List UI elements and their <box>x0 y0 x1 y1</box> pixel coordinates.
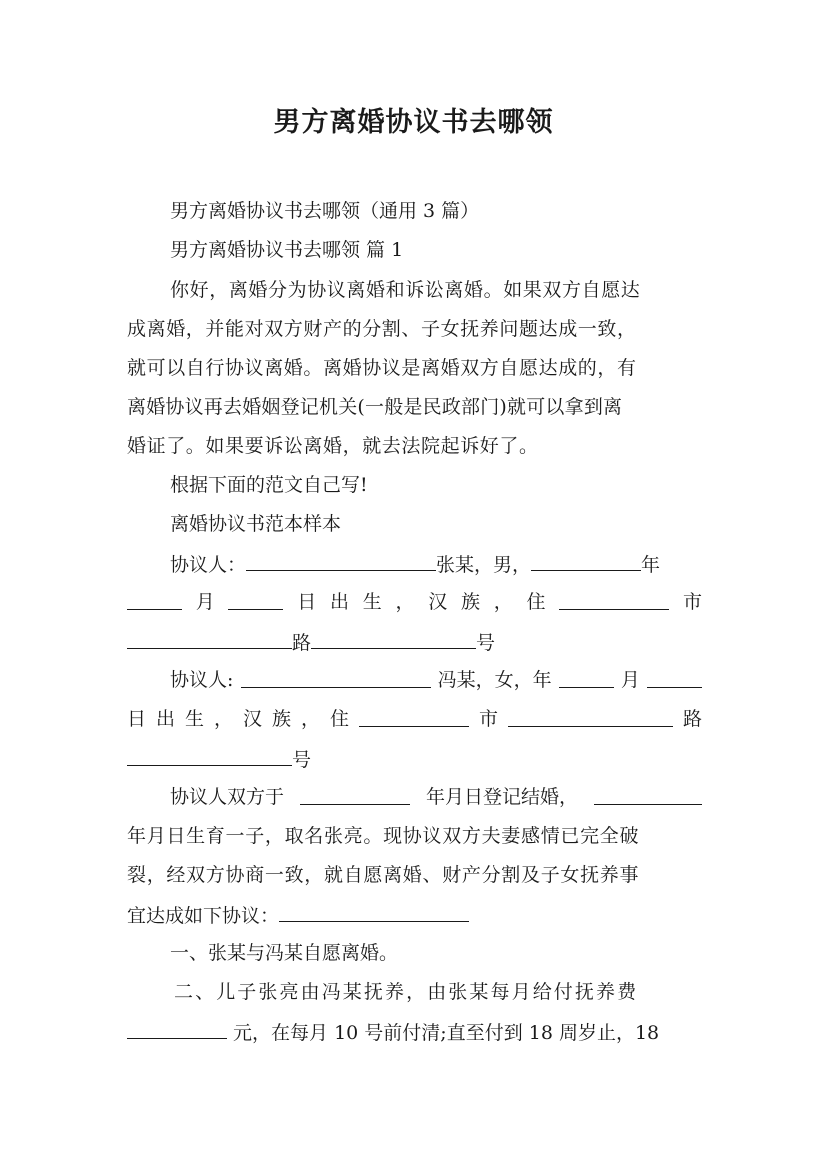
blank-field <box>127 1018 227 1039</box>
party1-city: 市 <box>682 591 702 613</box>
agreement-item-1: 一、张某与冯某自愿离婚。 <box>170 942 399 964</box>
party2-line2 <box>127 706 702 732</box>
para3-text: 宜达成如下协议： <box>127 905 280 927</box>
note-line: 根据下面的范文自己写! <box>170 474 368 496</box>
party1-month: 月 <box>195 591 215 613</box>
party1-text: 族 <box>460 591 480 613</box>
paragraph-line: 离婚协议再去婚姻登记机关(一般是民政部门)就可以拿到离 <box>127 396 623 418</box>
party1-text: 汉 <box>428 591 448 613</box>
blank-field <box>241 667 431 688</box>
item2-text: 元，在每月 10 号前付清;直至付到 18 周岁止，18 <box>227 1022 660 1044</box>
blank-field <box>359 706 469 727</box>
blank-field <box>127 628 292 649</box>
document-subtitle: 男方离婚协议书去哪领（通用 3 篇） <box>170 200 480 222</box>
paragraph-line: 你好，离婚分为协议离婚和诉讼离婚。如果双方自愿达 <box>170 279 641 301</box>
party1-line2 <box>127 589 702 615</box>
blank-field <box>127 745 292 766</box>
blank-field <box>559 589 669 610</box>
blank-field <box>647 667 702 688</box>
blank-field <box>300 784 410 805</box>
para3-line1 <box>170 784 702 810</box>
party2-text: ， <box>214 708 234 730</box>
party1-year: 年 <box>641 554 661 576</box>
party2-line3 <box>127 745 702 773</box>
paragraph-line: 就可以自行协议离婚。离婚协议是离婚双方自愿达成的，有 <box>127 357 637 379</box>
party2-text: 族 <box>272 708 292 730</box>
party2-num: 号 <box>292 749 312 771</box>
party1-line1 <box>170 550 702 578</box>
part-heading: 男方离婚协议书去哪领 篇 1 <box>170 239 404 261</box>
agreement-item-2-line2 <box>127 1018 702 1046</box>
party2-text: 日 <box>127 708 147 730</box>
party2-name: 冯某，女，年 <box>437 669 552 691</box>
party2-text: 住 <box>330 708 350 730</box>
party2-text: ， <box>301 708 321 730</box>
party2-text: 生 <box>185 708 205 730</box>
party1-text: 住 <box>526 591 546 613</box>
blank-field <box>559 667 614 688</box>
party1-text: ， <box>493 591 513 613</box>
party1-num: 号 <box>476 632 496 654</box>
blank-field <box>228 589 283 610</box>
party1-name: 张某，男， <box>436 554 532 576</box>
para3-text: 年月日登记结婚， <box>425 786 578 808</box>
sample-heading: 离婚协议书范本样本 <box>170 513 342 535</box>
document-title: 男方离婚协议书去哪领 <box>273 107 554 138</box>
blank-field <box>508 706 673 727</box>
blank-field <box>127 589 182 610</box>
party2-month: 月 <box>620 669 640 691</box>
party2-text: 出 <box>156 708 176 730</box>
paragraph-line: 婚证了。如果要诉讼离婚，就去法院起诉好了。 <box>127 435 539 457</box>
agreement-item-2-line1: 二、儿子张亮由冯某抚养，由张某每月给付抚养费 <box>174 981 639 1003</box>
blank-field <box>246 550 436 571</box>
para3-line4 <box>127 901 702 929</box>
party1-text: 出 <box>329 591 349 613</box>
party2-text: 汉 <box>243 708 263 730</box>
party2-road: 路 <box>682 708 702 730</box>
party1-text: 生 <box>362 591 382 613</box>
party2-city: 市 <box>478 708 498 730</box>
party1-line3 <box>127 628 702 656</box>
party1-road: 路 <box>292 632 312 654</box>
para3-line2: 年月日生育一子，取名张亮。现协议双方夫妻感情已完全破 <box>127 825 640 847</box>
blank-field <box>279 901 469 922</box>
para3-text: 协议人双方于 <box>170 786 285 808</box>
blank-field <box>311 628 476 649</box>
party1-text: 日 <box>297 591 317 613</box>
party2-line1 <box>170 667 702 693</box>
para3-line3: 裂，经双方协商一致，就自愿离婚、财产分割及子女抚养事 <box>127 864 640 886</box>
party2-label: 协议人: <box>170 669 234 691</box>
blank-field <box>594 784 702 805</box>
party1-label: 协议人： <box>170 554 247 576</box>
party1-text: ， <box>395 591 415 613</box>
blank-field <box>531 550 641 571</box>
paragraph-line: 成离婚，并能对双方财产的分割、子女抚养问题达成一致， <box>127 318 637 340</box>
